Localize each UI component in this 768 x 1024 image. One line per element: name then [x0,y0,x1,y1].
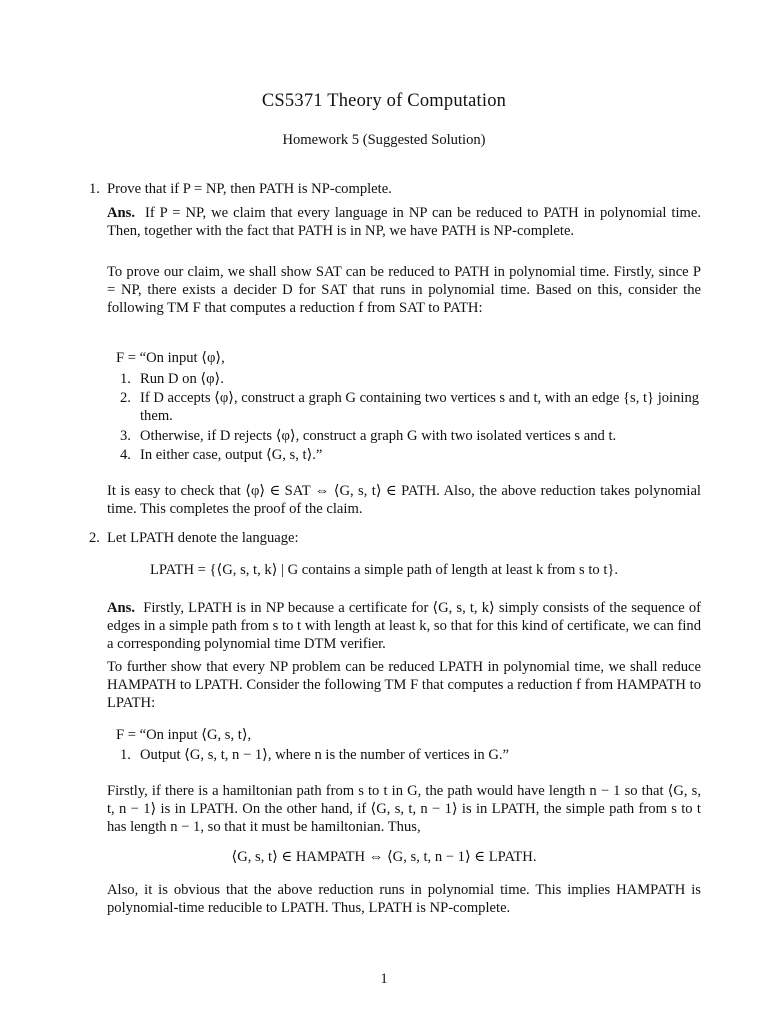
page-number: 1 [380,971,388,987]
q2-tm-header: F = “On input ⟨G, s, t⟩, [116,727,252,743]
q1-answer [107,204,701,240]
q1-paragraph-2: To prove our claim, we shall show SAT can be reduced to PATH in polynomial time. Firstly, since P = NP, there exists a decider D for SAT that runs in polynomial time. Based on this, consider the following TM F that computes a reduction f from SAT to PATH: [107,264,701,317]
q2-answer [107,599,701,654]
q2-paragraph-3: Firstly, if there is a hamiltonian path from s to t in G, the path would have length n − 1 so that ⟨G, s, t, n − 1⟩ is in LPATH. On the other hand, if ⟨G, s, t, n − 1⟩ is in LPATH, the simple path from s to t has length n − 1, so that it must be hamiltonian. Thus, [107,783,701,836]
lpath-definition: LPATH = {⟨G, s, t, k⟩ | G contains a simple path of length at least k from s to t}. [149,562,619,578]
step-text: Output ⟨G, s, t, n − 1⟩, where n is the number of vertices in G.” [140,747,509,763]
question-text: Let LPATH denote the language: [107,530,299,546]
step-text: If D accepts ⟨φ⟩, construct a graph G containing two vertices s and t, with an edge {s, t} joining them. [140,390,700,425]
q2-final: Also, it is obvious that the above reduction runs in polynomial time. This implies HAMPATH is polynomial-time reducible to LPATH. Thus, LPATH is NP-complete. [107,882,701,917]
step-number: 4. [120,447,131,463]
step-number: 3. [120,428,131,444]
question-number: 1. [89,181,100,197]
question-number: 2. [89,530,100,546]
q1-tm-header: F = “On input ⟨φ⟩, [116,350,225,366]
answer-text: If P = NP, we claim that every language in NP can be reduced to PATH in polynomial time. Then, together with the fact that PATH is in NP, we have PATH is NP-complete. [107,205,701,240]
step-number: 1. [120,371,131,387]
step-number: 1. [120,747,131,763]
step-text: Run D on ⟨φ⟩. [140,371,224,387]
question-text: Prove that if P = NP, then PATH is NP-complete. [107,181,392,197]
answer-label: Ans. [107,205,135,221]
answer-label: Ans. [107,600,135,616]
step-number: 2. [120,390,131,406]
step-text: In either case, output ⟨G, s, t⟩.” [140,447,323,463]
equivalence-equation: ⟨G, s, t⟩ ∈ HAMPATH ⇔ ⟨G, s, t, n − 1⟩ ∈ LPATH. [231,849,537,865]
step-text: Otherwise, if D rejects ⟨φ⟩, construct a graph G with two isolated vertices s and t. [140,428,617,444]
answer-text: Firstly, LPATH is in NP because a certificate for ⟨G, s, t, k⟩ simply consists of the sequence of edges in a simple path from s to t with length at least k, so that for this kind of certificate, we can find a corresponding polynomial time DTM verifier. [107,600,702,653]
page-subtitle: Homework 5 (Suggested Solution) [282,132,486,148]
q2-paragraph-2: To further show that every NP problem can be reduced LPATH in polynomial time, we shall reduce HAMPATH to LPATH. Consider the following TM F that computes a reduction f from HAMPATH to LPATH: [107,659,701,712]
page-title: CS5371 Theory of Computation [261,91,507,111]
q1-conclusion: It is easy to check that ⟨φ⟩ ∈ SAT ⇔ ⟨G, s, t⟩ ∈ PATH. Also, the above reduction takes polynomial time. This completes the proof of the claim. [107,483,701,518]
